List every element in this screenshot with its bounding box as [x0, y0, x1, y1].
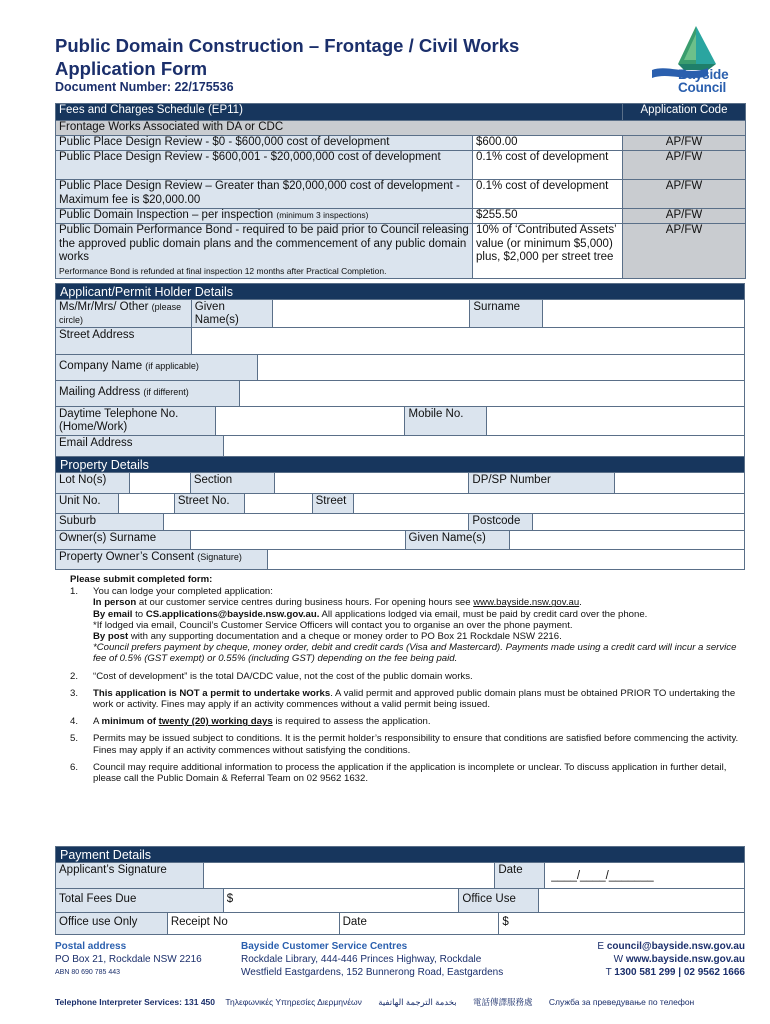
interpreter-services	[55, 996, 745, 1008]
instruction-emphasis: This application is NOT a permit to undertake works	[93, 687, 331, 699]
fee-row	[56, 151, 746, 180]
interpreter-russian: Служба за преведување по телефон	[548, 997, 695, 1007]
company-name-note: (if applicable)	[145, 361, 199, 371]
signature-field[interactable]	[204, 863, 496, 889]
interpreter-label: Telephone Interpreter Services: 131 450	[55, 997, 216, 1007]
suburb-label: Suburb	[56, 514, 164, 531]
instruction-number: 1.	[70, 586, 79, 598]
title-label	[56, 300, 192, 328]
mailing-address-note: (if different)	[143, 387, 189, 397]
fee-code: AP/FW	[623, 136, 746, 151]
owner-given-name-label: Given Name(s)	[406, 531, 511, 550]
fees-heading: Fees and Charges Schedule (EP11)	[56, 104, 623, 121]
title-label-text: Ms/Mr/Mrs/ Other	[59, 301, 149, 313]
signature-label: Applicant’s Signature	[56, 863, 204, 889]
payment-date-field[interactable]: ____/____/_______	[545, 863, 745, 889]
fee-description-main: Public Domain Performance Bond - required to be paid prior to Council releasing the approved public domain plans and the commencement of any public domain works	[59, 224, 469, 263]
lodge-by-email	[93, 609, 740, 620]
phone-prefix: T	[605, 967, 615, 978]
lodge-by-post-text: with any supporting documentation and a cheque or money order to PO Box 21 Rockdale NSW 2216.	[128, 631, 562, 643]
fee-code: AP/FW	[623, 209, 746, 224]
centres-heading: Bayside Customer Service Centres	[241, 941, 408, 952]
payment-date-label: Date	[495, 863, 545, 889]
instruction-number: 3.	[70, 687, 79, 699]
instruction-text-end: is required to assess the application.	[272, 716, 431, 728]
email-prefix: E	[597, 941, 607, 952]
fee-description	[56, 224, 473, 279]
fee-row	[56, 136, 746, 151]
surname-field[interactable]	[543, 300, 745, 328]
title-label-note: (please circle)	[59, 302, 182, 325]
owner-given-name-field[interactable]	[510, 531, 745, 550]
lodge-in-person	[93, 597, 740, 608]
mobile-label: Mobile No.	[405, 407, 487, 436]
property-heading: Property Details	[55, 456, 745, 473]
company-name-label	[56, 355, 258, 381]
fees-subheading: Frontage Works Associated with DA or CDC	[56, 121, 746, 136]
instruction-text: . A valid permit and approved public domain plans must be obtained PRIOR TO undertaking the work or activity. Fines may apply if an activity commences without a valid permit being issued.	[93, 687, 736, 711]
email-field[interactable]	[224, 436, 745, 457]
web-prefix: W	[613, 954, 626, 965]
phone-field[interactable]	[216, 407, 406, 436]
instruction-number: 5.	[70, 733, 79, 745]
instruction-item	[60, 716, 740, 727]
instruction-number: 6.	[70, 761, 79, 773]
section-label: Section	[191, 473, 275, 494]
mailing-address-label-text: Mailing Address	[59, 386, 141, 398]
instruction-text: You can lodge your completed application:	[93, 586, 273, 598]
instructions	[60, 574, 740, 790]
fee-fine-print: Performance Bond is refunded at final inspection 12 months after Practical Completion.	[59, 265, 387, 276]
fee-description: Public Place Design Review - $0 - $600,000 cost of development	[56, 136, 473, 151]
property-section	[55, 456, 745, 570]
instruction-text: “Cost of development” is the total DA/CDC value, not the cost of the public domain works.	[93, 670, 473, 682]
street-no-field[interactable]	[245, 494, 313, 514]
instruction-text: Permits may be issued subject to conditions. It is the permit holder’s responsibility to ensure that conditions are satisfied before commencing the activity. Fines may apply if an activity commences without satisfying the conditions.	[93, 733, 739, 756]
fee-value: $600.00	[473, 136, 623, 151]
instruction-number: 2.	[70, 670, 79, 682]
contact-phone	[597, 966, 745, 979]
owner-surname-field[interactable]	[191, 531, 406, 550]
payment-note: *Council prefers payment by cheque, money order, debit and credit cards (Visa and Mastercard). Payments made using a credit card will incur a service fee of 0.5% (GST exempt) or 0.55% (including GST) depending on the fee being paid.	[93, 642, 737, 665]
surname-label: Surname	[470, 300, 543, 328]
given-name-field[interactable]	[273, 300, 471, 328]
footer-centres	[241, 940, 503, 979]
fee-value: $255.50	[473, 209, 623, 224]
fee-code: AP/FW	[623, 180, 746, 209]
owner-consent-label	[56, 550, 268, 570]
fee-row	[56, 180, 746, 209]
instruction-item	[60, 671, 740, 682]
form-title: Public Domain Construction – Frontage / Civil Works Application Form	[55, 35, 520, 79]
lodge-by-email-text: All applications lodged via email, must be paid by credit card over the phone.	[319, 608, 648, 620]
postcode-field[interactable]	[533, 514, 745, 531]
dp-label: DP/SP Number	[469, 473, 615, 494]
fee-value: 10% of ‘Contributed Assets’ value (or minimum $5,000) plus, $2,000 per street tree	[473, 224, 623, 279]
instructions-list	[60, 586, 740, 784]
instruction-item	[60, 688, 740, 710]
street-address-field[interactable]	[192, 328, 745, 355]
suburb-field[interactable]	[164, 514, 470, 531]
contact-web-link[interactable]: www.bayside.nsw.gov.au	[625, 954, 745, 965]
contact-email	[597, 940, 745, 953]
fee-description: Public Place Design Review – Greater than $20,000,000 cost of development - Maximum fee is $20,000.00	[56, 180, 473, 209]
application-code-heading: Application Code	[623, 104, 746, 121]
instructions-heading: Please submit completed form:	[70, 574, 213, 585]
interpreter-greek: Τηλεφωνικές Υπηρεσίες Διερμηνέων	[225, 997, 362, 1007]
street-no-label: Street No.	[175, 494, 245, 514]
interpreter-arabic: بخدمة الترجمة الهاتفية	[378, 997, 457, 1007]
postal-address: PO Box 21, Rockdale NSW 2216	[55, 954, 202, 965]
mailing-address-field[interactable]	[240, 381, 745, 407]
fee-code: AP/FW	[623, 224, 746, 279]
fee-description-main: Public Domain Inspection – per inspection	[59, 209, 274, 221]
instruction-text: A	[93, 716, 102, 728]
owner-consent-note: (Signature)	[197, 552, 242, 562]
applicant-section	[55, 283, 745, 457]
office-date-field[interactable]: Date	[340, 913, 500, 935]
logo-word-bayside: Bayside	[678, 67, 729, 82]
lodge-by-email-to: to	[132, 608, 146, 620]
fee-description	[56, 209, 473, 224]
instruction-number: 4.	[70, 716, 79, 728]
section-field[interactable]	[275, 473, 470, 494]
centre-eastgardens: Westfield Eastgardens, 152 Bunnerong Road, Eastgardens	[241, 967, 504, 978]
lodge-in-person-text: at our customer service centres during business hours. For opening hours see	[136, 597, 474, 609]
street-address-label: Street Address	[56, 328, 192, 355]
fee-code: AP/FW	[623, 151, 746, 180]
fee-value: 0.1% cost of development	[473, 151, 623, 180]
contact-web	[597, 953, 745, 966]
unit-field[interactable]	[119, 494, 175, 514]
unit-label: Unit No.	[56, 494, 119, 514]
fee-value: 0.1% cost of development	[473, 180, 623, 209]
street-label: Street	[313, 494, 354, 514]
office-use-field[interactable]	[539, 889, 745, 913]
receipt-no-field[interactable]: Receipt No	[168, 913, 340, 935]
mailing-address-label	[56, 381, 240, 407]
owner-surname-label: Owner(s) Surname	[56, 531, 191, 550]
fees-table	[55, 103, 746, 279]
total-fees-field[interactable]: $	[224, 889, 460, 913]
instruction-item	[60, 733, 740, 755]
instruction-item	[60, 762, 740, 784]
lodge-in-person-end: .	[579, 597, 582, 609]
email-label: Email Address	[56, 436, 224, 457]
instruction-emphasis: minimum of	[101, 716, 156, 728]
fees-schedule	[55, 103, 745, 279]
abn: ABN 80 690 785 443	[55, 969, 120, 976]
contact-email-link[interactable]: council@bayside.nsw.gov.au	[606, 941, 745, 952]
lodge-by-post-label: By post	[93, 631, 129, 643]
fee-description: Public Place Design Review - $600,001 - $20,000,000 cost of development	[56, 151, 473, 180]
logo-word-council: Council	[678, 80, 727, 95]
office-amount-field[interactable]: $	[499, 913, 745, 935]
instruction-underline: twenty (20) working days	[158, 716, 273, 728]
fee-row	[56, 224, 746, 279]
lodge-by-post	[93, 631, 740, 642]
total-fees-label: Total Fees Due	[56, 889, 224, 913]
lot-label: Lot No(s)	[56, 473, 130, 494]
street-field[interactable]	[354, 494, 745, 514]
logo-wordmark	[678, 68, 750, 94]
lodge-by-email-label: By email	[93, 608, 133, 620]
given-name-label: Given Name(s)	[192, 300, 273, 328]
fee-description-note: (minimum 3 inspections)	[276, 210, 369, 220]
lot-field[interactable]	[130, 473, 191, 494]
dp-field[interactable]	[615, 473, 745, 494]
lodge-in-person-label: In person	[93, 597, 137, 609]
company-name-label-text: Company Name	[59, 360, 143, 372]
document-number: Document Number: 22/175536	[55, 80, 234, 94]
office-use-only-label: Office use Only	[56, 913, 168, 935]
payment-section	[55, 846, 745, 935]
company-name-field[interactable]	[258, 355, 745, 381]
interpreter-chinese: 電話傳譯服務處	[472, 997, 533, 1007]
instruction-item	[60, 586, 740, 664]
office-use-label: Office Use	[459, 889, 539, 913]
footer-postal	[55, 940, 202, 979]
applicant-heading: Applicant/Permit Holder Details	[55, 283, 745, 300]
website-link[interactable]: www.bayside.nsw.gov.au	[473, 597, 580, 609]
mobile-field[interactable]	[487, 407, 745, 436]
fee-row	[56, 209, 746, 224]
email-note: *If lodged via email, Council’s Customer Service Officers will contact you to organise an over the phone payment.	[93, 619, 573, 631]
owner-consent-label-text: Property Owner’s Consent	[59, 551, 195, 563]
postal-heading: Postal address	[55, 941, 127, 952]
postcode-label: Postcode	[469, 514, 533, 531]
phone-label: Daytime Telephone No. (Home/Work)	[56, 407, 216, 436]
payment-heading: Payment Details	[55, 846, 745, 863]
footer-contacts	[597, 940, 745, 979]
email-address-link[interactable]: CS.applications@bayside.nsw.gov.au.	[145, 608, 320, 620]
owner-consent-field[interactable]	[268, 550, 745, 570]
centre-rockdale: Rockdale Library, 444-446 Princes Highway, Rockdale	[241, 954, 482, 965]
contact-phone-number: 1300 581 299 | 02 9562 1666	[614, 967, 745, 978]
instruction-text: Council may require additional information to process the application if the application is incomplete or unclear. To discuss application in further detail, please call the Public Domain & Referral Team on 02 9562 1632.	[93, 761, 727, 785]
